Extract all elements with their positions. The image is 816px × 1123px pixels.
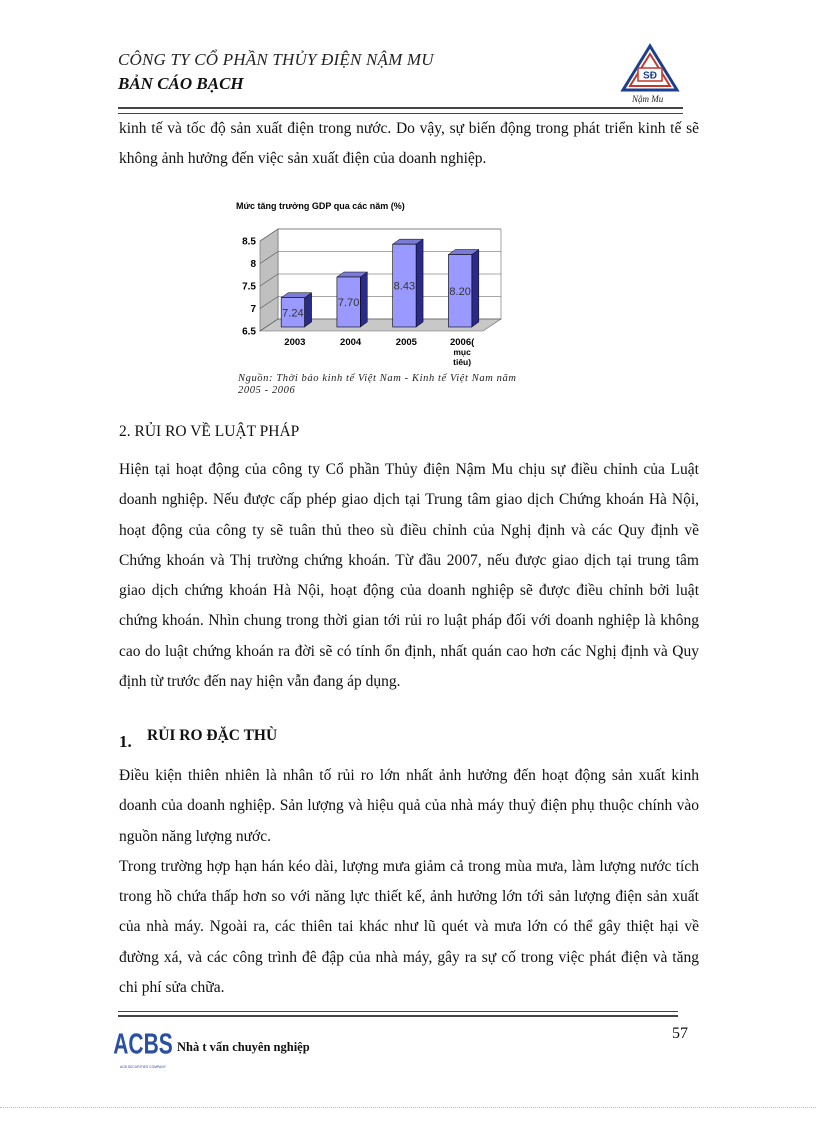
document-title: BẢN CÁO BẠCH (118, 74, 244, 93)
x-tick-label: 2005 (395, 337, 417, 348)
logo-triangle-icon (620, 44, 680, 94)
acbs-brand-sub: ACB SECURITIES COMPANY (119, 1065, 167, 1069)
acbs-brand: ACBS (113, 1028, 173, 1061)
logo-caption: Nậm Mu (632, 94, 664, 104)
legal-paragraph: Hiện tại hoạt động của công ty Cổ phần Thủy điện Nậm Mu chịu sự điều chỉnh của Luật doanh nghiệp. Nếu được cấp phép giao dịch tại Trung tâm giao dịch Chứng khoán Hà Nội, hoạt động của công ty sẽ tuân thủ theo sù điều chỉnh của Nghị định và các Quy định về Chứng khoán và Thị trường chứng khoán. Từ đầu 2007, nếu được giao dịch tại trung tâm giao dịch chứng khoán Hà Nội, hoạt động của doanh nghiệp sẽ được điều chỉnh bởi luật chứng khoán. Nhìn chung trong thời gian tới rủi ro luật pháp đối với doanh nghiệp là không cao do luật chứng khoán ra đời sẽ có tính ổn định, nhất quán cao hơn các Nghị định và Quy định từ trước đến nay hiện vẫn đang áp dụng. (119, 461, 699, 691)
footer-motto: Nhà t vấn chuyên nghiệp (177, 1040, 310, 1054)
bar-data-label: 7.24 (282, 307, 304, 320)
y-tick-label: 8.5 (242, 236, 256, 248)
bar-side (360, 272, 367, 327)
company-name: CÔNG TY CỔ PHẦN THỦY ĐIỆN NẬM MU (118, 50, 434, 69)
section-heading-legal: 2. RỦI RO VỀ LUẬT PHÁP (119, 423, 300, 440)
intro-paragraph: kinh tế và tốc độ sản xuất điện trong nước. Do vậy, sự biến động trong phát triển kinh tế sẽ không ảnh hưởng đến việc sản xuất điện của doanh nghiệp. (119, 120, 699, 168)
page-header (118, 50, 698, 108)
section-title: RỦI RO ĐẶC THÙ (147, 727, 278, 744)
gdp-bar-chart (228, 196, 518, 396)
source-note: Nguồn: Thời báo kinh tế Việt Nam - Kinh tế Việt Nam năm 2005 - 2006 (238, 373, 517, 396)
footer-rule (118, 1011, 678, 1017)
x-tick-label: 2004 (340, 337, 362, 348)
bar-side (416, 239, 423, 327)
specific-paragraph-1: Điều kiện thiên nhiên là nhân tố rủi ro lớn nhất ảnh hưởng đến hoạt động sản xuất kinh doanh của doanh nghiệp. Sản lượng và hiệu quả của nhà máy thuỷ điện phụ thuộc chính vào nguồn năng lượng nước. (119, 767, 699, 845)
y-tick-label: 6.5 (242, 326, 256, 338)
bar-side (472, 250, 479, 328)
specific-paragraphs (119, 761, 699, 1003)
y-tick-label: 8 (250, 259, 256, 270)
bar-data-label: 8.43 (393, 280, 416, 293)
specific-paragraph-2: Trong trường hợp hạn hán kéo dài, lượng mưa giảm cả trong mùa mưa, làm lượng nước tích trong hồ chứa thấp hơn so với năng lực thiết kế, ảnh hưởng lớn tới sản lượng điện sản xuất của nhà máy. Ngoài ra, các thiên tai khác như lũ quét và mưa lớn có thể gây thiệt hại về đường xá, và các công trình đê đập của nhà máy, gây ra sự cố trong việc phát điện và tăng chi phí sửa chữa. (119, 857, 699, 997)
chart-title: Mức tăng trưởng GDP qua các năm (%) (236, 201, 405, 211)
x-tick-label: 2003 (284, 337, 306, 348)
bar-data-label: 7.70 (337, 297, 360, 309)
section-number: 1. (119, 732, 132, 751)
header-rule (118, 107, 683, 114)
company-logo (620, 44, 680, 106)
acbs-logo (113, 1024, 173, 1074)
x-tick-label: mục (453, 347, 471, 357)
y-tick-label: 7.5 (242, 281, 256, 293)
bar-side (305, 293, 312, 327)
y-tick-label: 7 (250, 304, 256, 315)
logo-text: SĐ (643, 70, 657, 82)
page-bottom-dotted-line (0, 1107, 816, 1108)
bar-data-label: 8.20 (449, 285, 471, 298)
x-tick-label: tiêu) (453, 357, 472, 367)
page-number: 57 (672, 1025, 688, 1042)
x-tick-label: 2006( (449, 337, 475, 348)
